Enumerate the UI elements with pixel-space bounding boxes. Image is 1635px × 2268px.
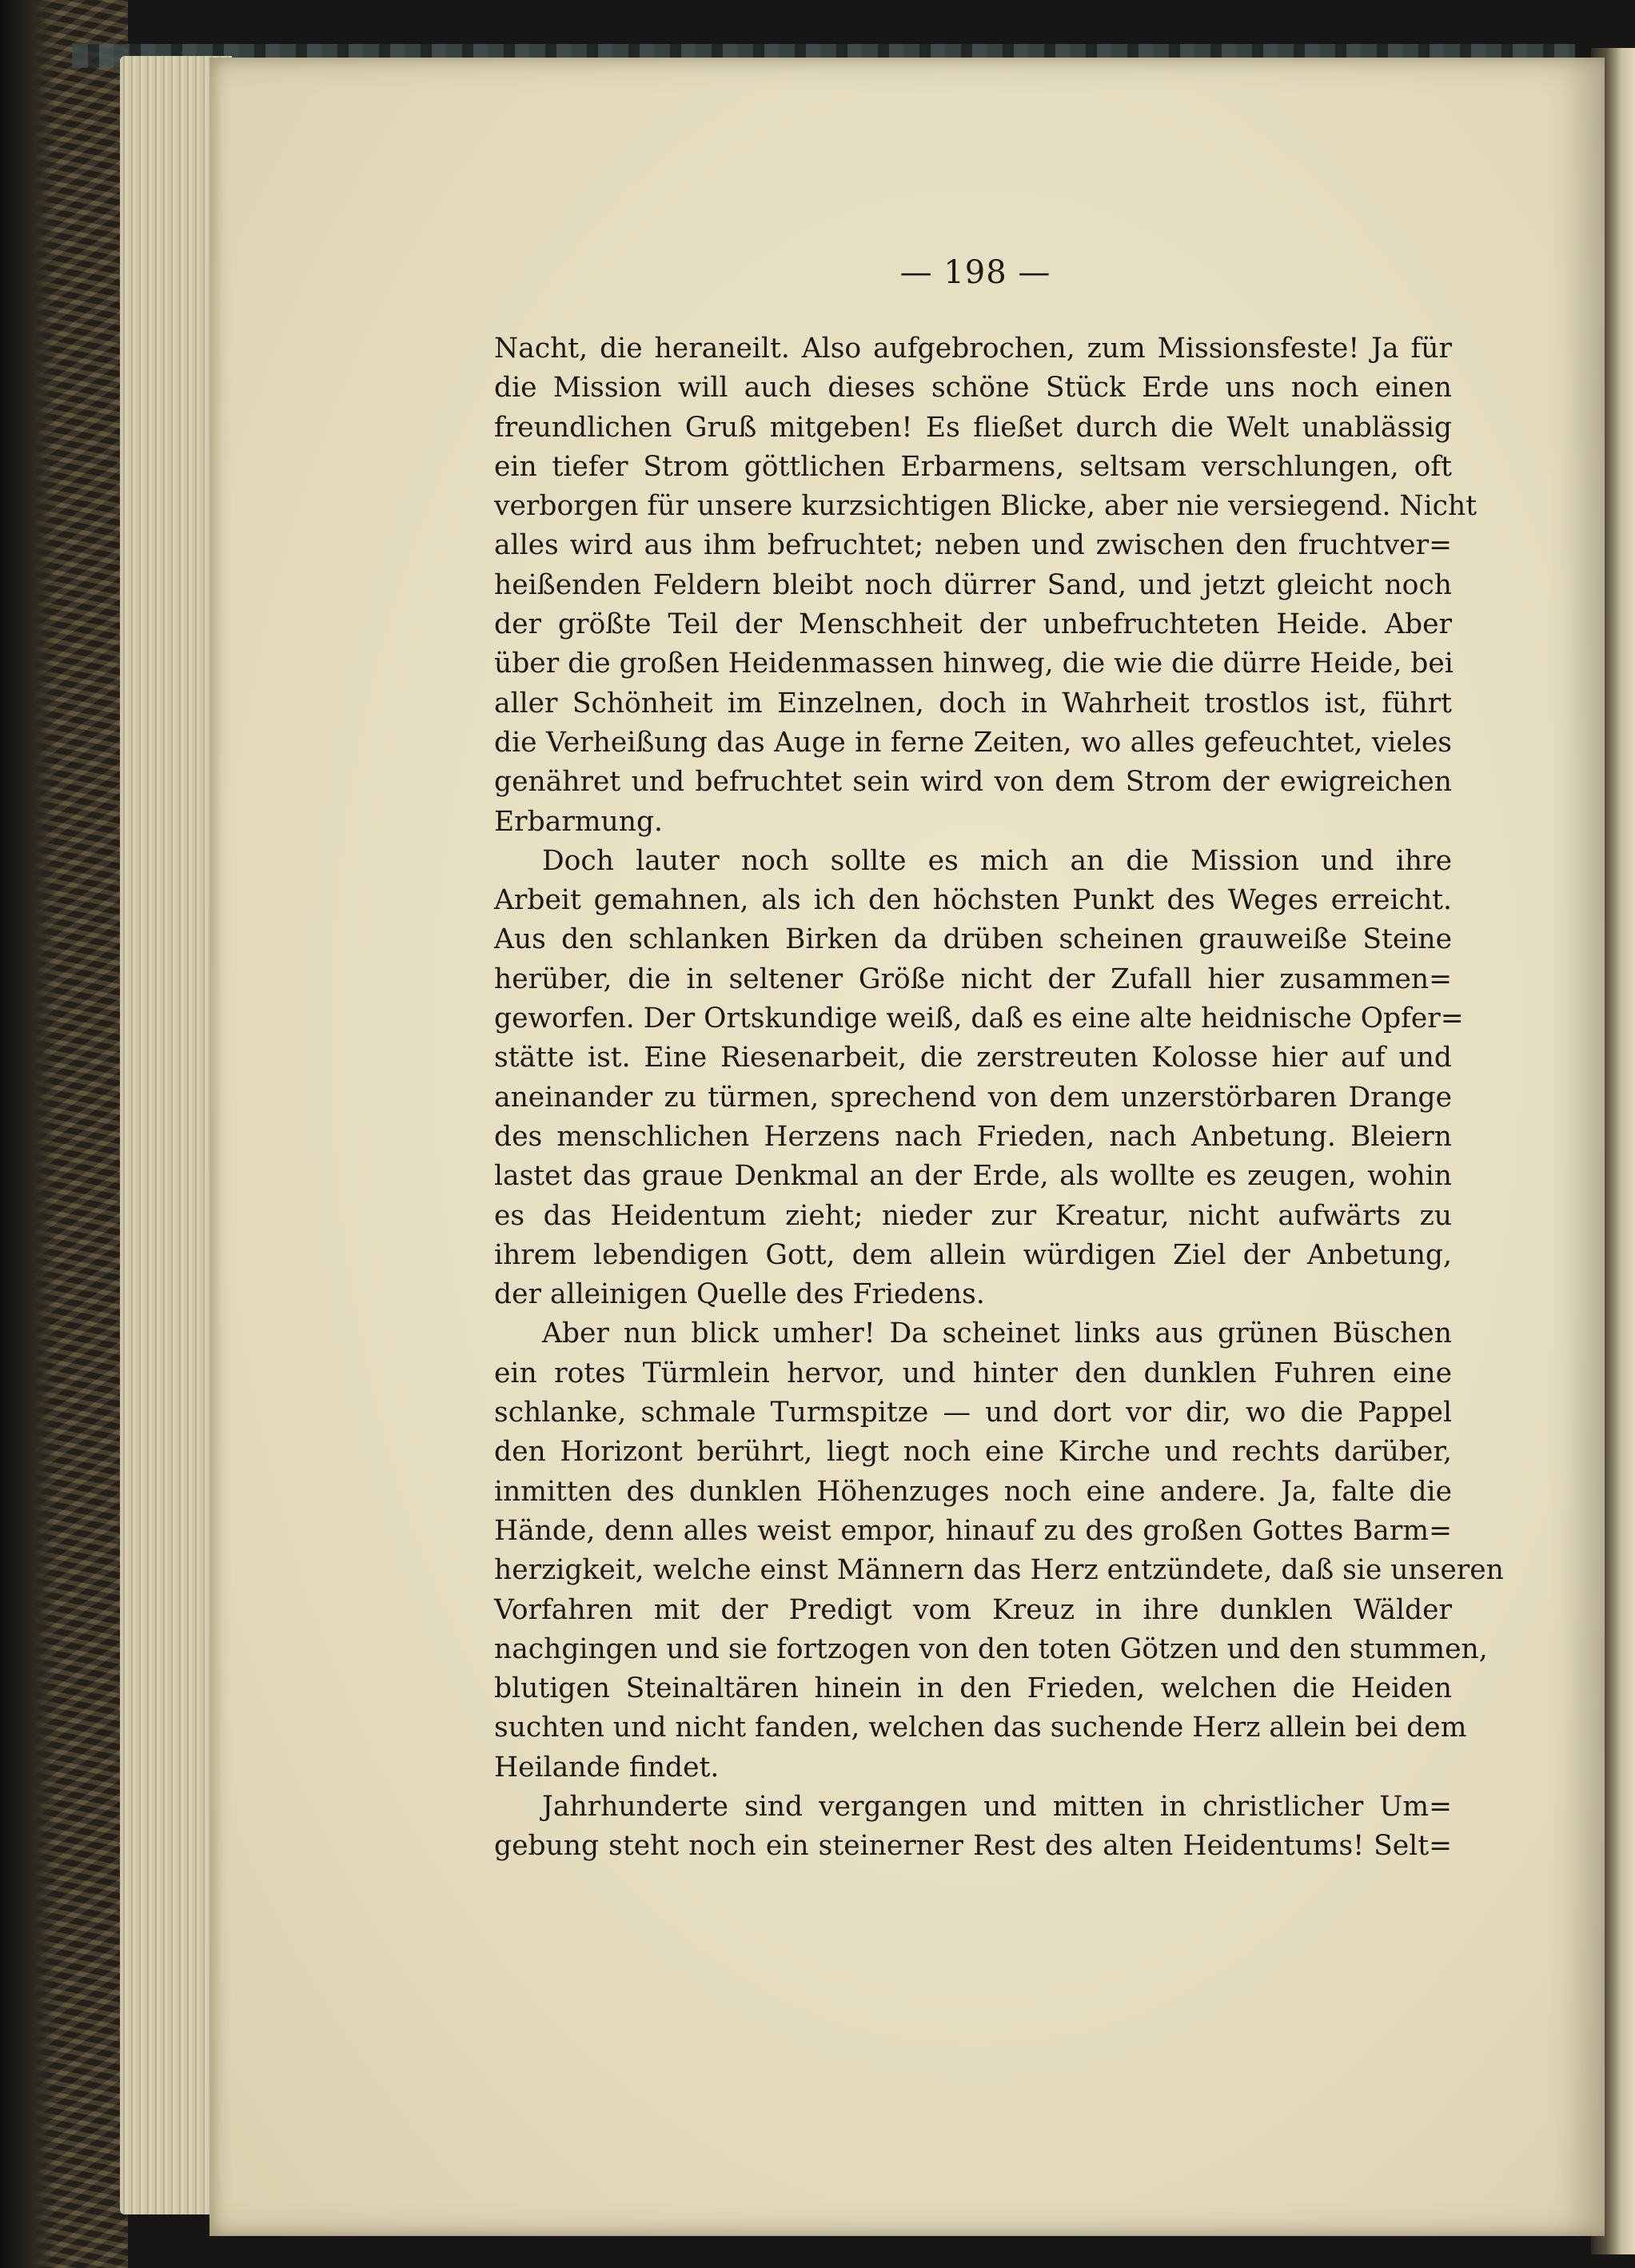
text-line: freundlichen Gruß mitgeben! Es fließet durch die Welt unablässig — [494, 411, 1452, 444]
text-line: nachgingen und sie fortzogen von den toten Götzen und den stummen, — [494, 1632, 1488, 1665]
text-line: die Verheißung das Auge in ferne Zeiten, wo alles gefeuchtet, vieles — [494, 726, 1452, 759]
text-line: ein tiefer Strom göttlichen Erbarmens, seltsam verschlungen, oft — [494, 450, 1452, 483]
text-line: des menschlichen Herzens nach Frieden, nach Anbetung. Bleiern — [494, 1120, 1452, 1153]
text-line: geworfen. Der Ortskundige weiß, daß es eine alte heidnische Opfer= — [494, 1002, 1464, 1035]
text-line: schlanke, schmale Turmspitze — und dort vor dir, wo die Pappel — [494, 1397, 1452, 1429]
text-line: gebung steht noch ein steinerner Rest des alten Heidentums! Selt= — [494, 1830, 1452, 1863]
text-line: über die großen Heidenmassen hinweg, die wie die dürre Heide, bei — [494, 648, 1454, 680]
text-line: verborgen für unsere kurzsichtigen Blicke, aber nie versiegend. Nicht — [494, 490, 1477, 523]
text-line: herüber, die in seltener Größe nicht der Zufall hier zusammen= — [494, 963, 1452, 995]
text-line: es das Heidentum zieht; nieder zur Kreatur, nicht aufwärts zu — [494, 1199, 1452, 1232]
text-line: herzigkeit, welche einst Männern das Herz entzündete, daß sie unseren — [494, 1554, 1504, 1587]
text-line: Heilande findet. — [494, 1751, 720, 1784]
text-line: stätte ist. Eine Riesenarbeit, die zerstreuten Kolosse hier auf und — [494, 1042, 1452, 1074]
text-line: genähret und befruchtet sein wird von dem Strom der ewigreichen — [494, 766, 1452, 799]
text-line: lastet das graue Denkmal an der Erde, als wollte es zeugen, wohin — [494, 1160, 1452, 1193]
text-line: heißenden Feldern bleibt noch dürrer Sand, und jetzt gleicht noch — [494, 568, 1452, 601]
book-spine-shadow — [0, 0, 56, 2268]
text-line: Nacht, die heraneilt. Also aufgebrochen, zum Missionsfeste! Ja für — [494, 333, 1452, 365]
page-text — [494, 329, 1504, 1867]
text-line: Aus den schlanken Birken da drüben scheinen grauweiße Steine — [494, 923, 1452, 956]
text-line: Arbeit gemahnen, als ich den höchsten Punkt des Weges erreicht. — [494, 884, 1452, 917]
text-line: der alleinigen Quelle des Friedens. — [494, 1278, 985, 1311]
text-line: suchten und nicht fanden, welchen das suchende Herz allein bei dem — [494, 1712, 1467, 1744]
text-line: aneinander zu türmen, sprechend von dem unzerstörbaren Drange — [494, 1081, 1452, 1114]
text-line: ein rotes Türmlein hervor, und hinter den dunklen Fuhren eine — [494, 1357, 1452, 1389]
text-line: Hände, denn alles weist empor, hinauf zu des großen Gottes Barm= — [494, 1514, 1452, 1547]
text-line: der größte Teil der Menschheit der unbefruchteten Heide. Aber — [494, 608, 1452, 641]
text-line: Jahrhunderte sind vergangen und mitten in christlicher Um= — [542, 1790, 1452, 1823]
text-line: Aber nun blick umher! Da scheinet links aus grünen Büschen — [542, 1317, 1452, 1350]
text-line: ihrem lebendigen Gott, dem allein würdigen Ziel der Anbetung, — [494, 1238, 1452, 1271]
text-line: blutigen Steinaltären hinein in den Frieden, welchen die Heiden — [494, 1672, 1452, 1705]
text-line: Erbarmung. — [494, 805, 664, 838]
text-line: aller Schönheit im Einzelnen, doch in Wahrheit trostlos ist, führt — [494, 687, 1452, 719]
text-line: Vorfahren mit der Predigt vom Kreuz in ihre dunklen Wälder — [494, 1593, 1452, 1626]
text-line: den Horizont berührt, liegt noch eine Kirche und rechts darüber, — [494, 1436, 1452, 1469]
page-number: — 198 — — [899, 254, 1051, 291]
text-line: inmitten des dunklen Höhenzuges noch eine andere. Ja, falte die — [494, 1475, 1452, 1508]
text-line: Doch lauter noch sollte es mich an die Mission und ihre — [542, 844, 1452, 877]
text-line: alles wird aus ihm befruchtet; neben und zwischen den fruchtver= — [494, 529, 1452, 562]
text-line: die Mission will auch dieses schöne Stück Erde uns noch einen — [494, 372, 1452, 405]
